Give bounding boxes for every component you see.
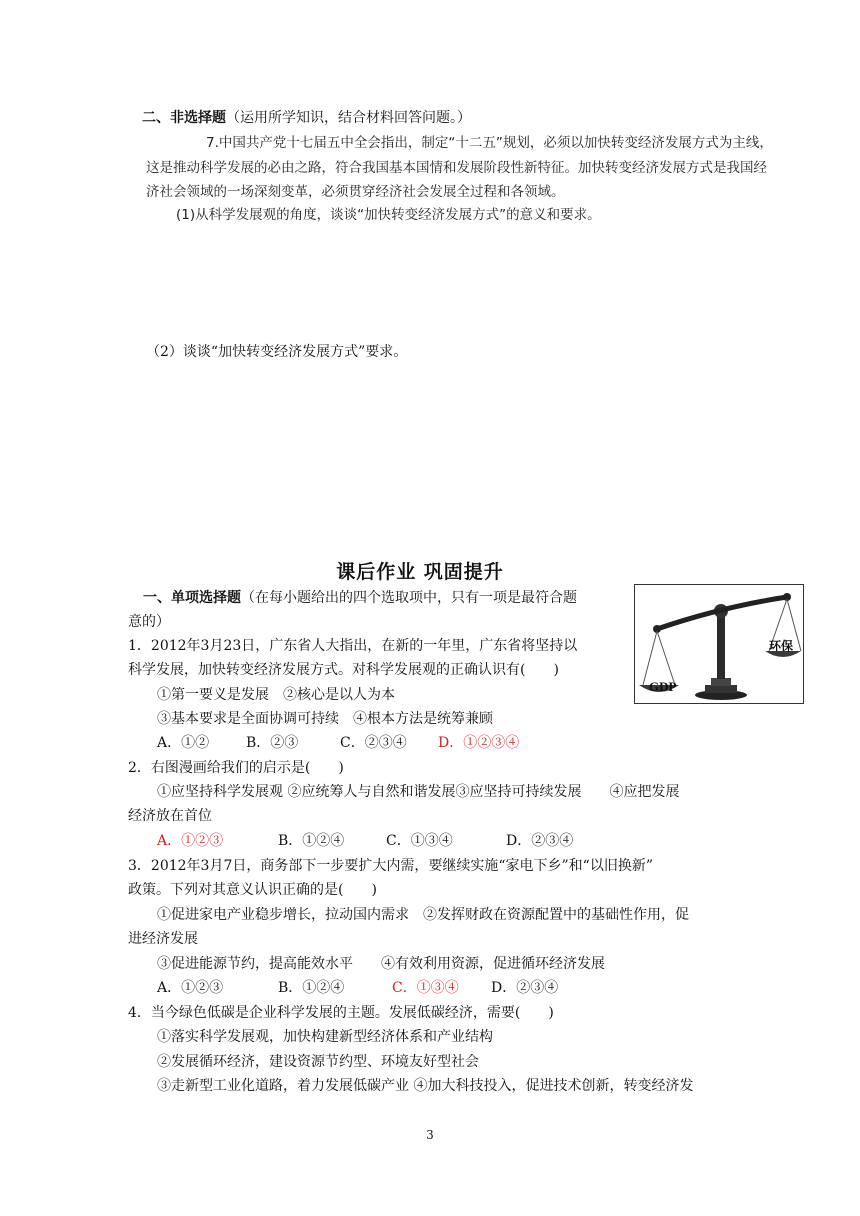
q2-option-a-answer: A．①②③: [157, 833, 224, 849]
q1-stem-2: 科学发展，加快转变经济发展方式。对科学发展观的正确认识有( ): [128, 662, 559, 678]
q7-subquestion-2: （2）谈谈“加快转变经济发展方式”要求。: [146, 344, 408, 360]
section1-note-continued: 意的）: [128, 614, 170, 630]
q3-stem-1: 3．2012年3月7日，商务部下一步要扩大内需，要继续实施“家电下乡”和“以旧换新”: [128, 858, 653, 874]
balance-scale-cartoon: [634, 584, 804, 704]
q7-line-2: 这是推动科学发展的必由之路，符合我国基本国情和发展阶段性新特征。加快转变经济发展方式是我国经: [146, 160, 767, 176]
q7-line-3: 济社会领域的一场深刻变革，必须贯穿经济社会发展全过程和各领域。: [146, 184, 565, 200]
section2-heading-note: （运用所学知识，结合材料回答问题。）: [226, 110, 471, 126]
q3-option-d: D．②③④: [491, 980, 559, 996]
q4-stem: 4．当今绿色低碳是企业科学发展的主题。发展低碳经济，需要( ): [128, 1005, 554, 1021]
q2-item-2: 经济放在首位: [128, 808, 212, 824]
q1-option-d-answer: D．①②③④: [438, 735, 520, 751]
q2-option-b: B．①②④: [278, 833, 345, 849]
q1-option-a: A．①②: [157, 735, 210, 751]
q4-item-3: ③走新型工业化道路，着力发展低碳产业 ④加大科技投入，促进技术创新，转变经济发: [157, 1078, 694, 1094]
q7-subquestion-1: (1)从科学发展观的角度，谈谈“加快转变经济发展方式”的意义和要求。: [176, 207, 601, 223]
q3-option-b: B．①②④: [278, 980, 345, 996]
page-number: 3: [426, 1128, 434, 1142]
q7-line-1: 7.中国共产党十七届五中全会指出，制定“十二五”规划，必须以加快转变经济发展方式为主线，: [206, 135, 773, 151]
q3-item-3: ③促进能源节约，提高能效水平 ④有效利用资源，促进循环经济发展: [157, 956, 605, 972]
q1-item-1: ①第一要义是发展 ②核心是以人为本: [157, 687, 395, 703]
q4-item-2: ②发展循环经济，建设资源节约型、环境友好型社会: [157, 1054, 479, 1070]
section1-heading-line: [143, 588, 577, 608]
q2-option-c: C．①③④: [386, 833, 453, 849]
section2-heading: 二、非选择题: [142, 110, 226, 126]
q4-item-1: ①落实科学发展观，加快构建新型经济体系和产业结构: [157, 1029, 493, 1045]
q2-stem: 2．右图漫画给我们的启示是( ): [128, 760, 344, 776]
q3-item-1: ①促进家电产业稳步增长，拉动国内需求 ②发挥财政在资源配置中的基础性作用，促: [157, 907, 689, 923]
q2-item-1: ①应坚持科学发展观 ②应统筹人与自然和谐发展③应坚持可持续发展 ④应把发展: [157, 784, 680, 800]
q3-stem-2: 政策。下列对其意义认识正确的是( ): [128, 882, 377, 898]
q1-item-2: ③基本要求是全面协调可持续 ④根本方法是统筹兼顾: [157, 711, 493, 727]
q3-option-c-answer: C．①③④: [392, 980, 459, 996]
section2-heading-line: [142, 108, 471, 128]
q3-item-2: 进经济发展: [128, 931, 198, 947]
section1-note: （在每小题给出的四个选取项中，只有一项是最符合题: [241, 590, 577, 606]
gdp-label: GDP: [649, 679, 677, 694]
q1-option-c: C．②③④: [340, 735, 407, 751]
section1-heading: 一、单项选择题: [143, 590, 241, 606]
q1-option-b: B．②③: [246, 735, 299, 751]
q1-stem-1: 1．2012年3月23日，广东省人大指出，在新的一年里，广东省将坚持以: [128, 638, 578, 654]
q3-option-a: A．①②③: [157, 980, 224, 996]
q2-option-d: D．②③④: [506, 833, 574, 849]
env-label: 环保: [769, 639, 794, 653]
homework-title: 课后作业 巩固提升: [336, 561, 504, 583]
